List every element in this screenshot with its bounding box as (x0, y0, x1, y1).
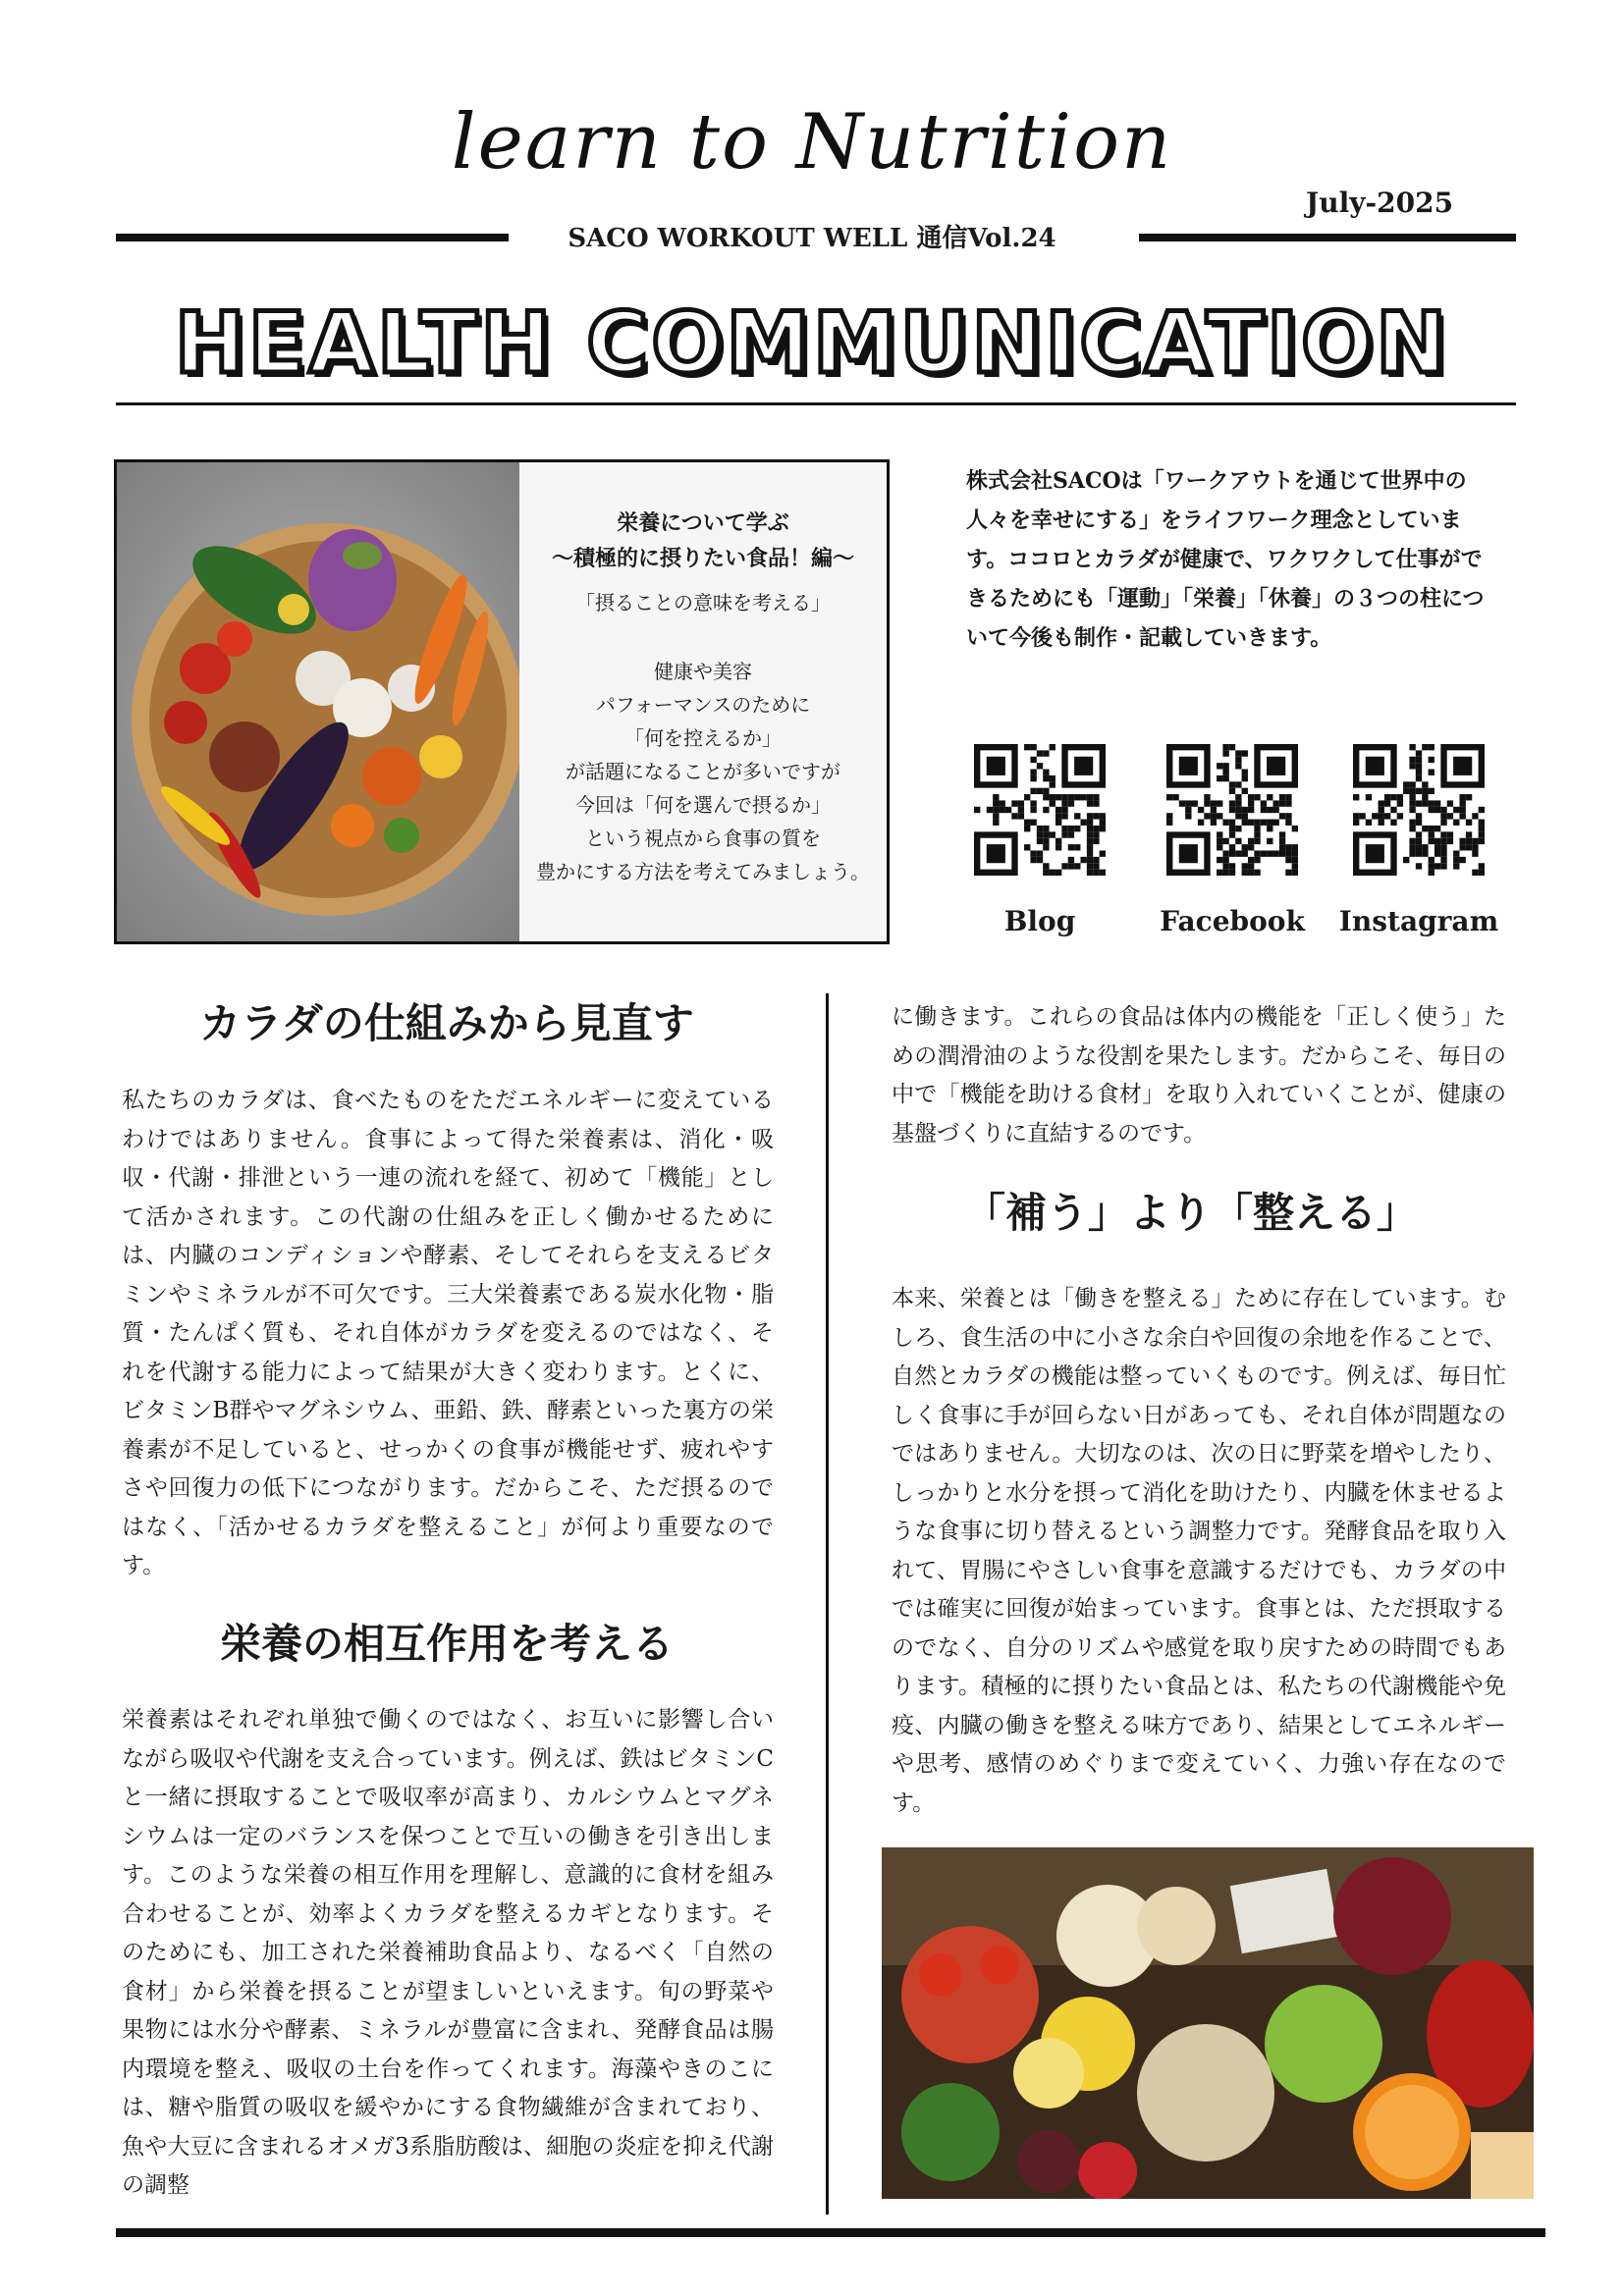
bottom-rule (116, 2228, 1545, 2237)
section-heading-nutrient-interaction: 栄養の相互作用を考える (219, 1620, 674, 1668)
issue-label: SACO WORKOUT WELL 通信Vol.24 (568, 224, 1056, 253)
instagram-qr-icon[interactable] (1353, 744, 1485, 876)
issue-date: July-2025 (1306, 187, 1454, 219)
feature-box (114, 459, 890, 944)
blog-link[interactable]: Blog (1003, 905, 1076, 937)
feature-line: という視点から食事の質を (585, 827, 821, 850)
feature-text (519, 462, 887, 941)
masthead-script-title: learn to Nutrition (451, 98, 1173, 187)
section-heading-body-mechanism: カラダの仕組みから見直す (199, 999, 694, 1047)
section-body-nutrient-interaction: 栄養素はそれぞれ単独で働くのではなく、お互いに影響し合いながら吸収や代謝を支え合っています。例えば、鉄はビタミンCと一緒に摂取することで吸収率が高まり、カルシウムとマグネシウムは一定のバランスを保つことで互いの働きを引き出します。このような栄養の相互作用を理解し、意識的に食材を組み合わせることが、効率よくカラダを整えるカギとなります。そのためにも、加工された栄養補助食品より、なるべく「自然の食材」から栄養を摂ることが望ましいといえます。旬の野菜や果物には水分や酵素、ミネラルが豊富に含まれ、発酵食品は腸内環境を整え、吸収の土台を作ってくれます。海藻やきのこには、糖や脂質の吸収を緩やかにする食物繊維が含まれており、魚や大豆に含まれるオメガ3系脂肪酸は、細胞の炎症を抑え代謝の調整 (122, 1707, 774, 2198)
feature-line: パフォーマンスのために (595, 693, 811, 717)
facebook-qr-icon[interactable] (1166, 744, 1298, 876)
company-intro: 株式会社SACOは「ワークアウトを通じて世界中の人々を幸せにする」をライフワーク理念としています。ココロとカラダが健康で、ワクワクして仕事ができるためにも「運動」「栄養」「休養」の３つの柱について今後も制作・記載していきます。 (966, 468, 1485, 651)
feature-line: 健康や美容 (654, 660, 752, 683)
feature-title-line1: 栄養について学ぶ (617, 510, 789, 536)
facebook-link[interactable]: Facebook (1160, 905, 1305, 937)
feature-line: 今回は「何を選んで摂るか」 (575, 793, 831, 817)
feature-line: が話題になることが多いですが (566, 760, 840, 783)
headline-rule (116, 402, 1516, 405)
healthy-foods-image (882, 1847, 1534, 2199)
headline: HEALTH COMMUNICATION (174, 294, 1450, 393)
instagram-link[interactable]: Instagram (1338, 905, 1499, 937)
section-body-adjust: 本来、栄養とは「働きを整える」ために存在しています。むしろ、食生活の中に小さな余白や回復の余地を作ることで、自然とカラダの機能は整っていくものです。例えば、毎日忙しく食事に手が回らない日があっても、それ自体が問題なのではありません。大切なのは、次の日に野菜を増やしたり、しっかりと水分を摂って消化を助けたり、内臓を休ませるような食事に切り替えるという調整力です。発酵食品を取り入れて、胃腸にやさしい食事を意識するだけでも、カラダの中では確実に回復が始まっています。食事とは、ただ摂取するのでなく、自分のリズムや感覚を取り戻すための時間でもあります。積極的に摂りたい食品とは、私たちの代謝機能や免疫、内臓の働きを整える味方であり、結果としてエネルギーや思考、感情のめぐりまで変えていく、力強い存在なのです。 (892, 1286, 1507, 1816)
section-heading-adjust: 「補う」より「整える」 (963, 1189, 1418, 1237)
blog-qr-icon[interactable] (974, 744, 1106, 876)
feature-line: 豊かにする方法を考えてみましょう。 (536, 860, 870, 883)
feature-title-line2: 〜積極的に摂りたい食品！編〜 (551, 546, 854, 571)
section-body-continued: に働きます。これらの食品は体内の機能を「正しく使う」ための潤滑油のような役割を果たします。だからこそ、毎日の中で「機能を助ける食材」を取り入れていくことが、健康の基盤づくりに直結するのです。 (892, 1004, 1507, 1147)
column-divider (826, 993, 829, 2215)
feature-subtitle: 「摂ることの意味を考える」 (575, 591, 831, 614)
section-body-body-mechanism: 私たちのカラダは、食べたものをただエネルギーに変えているわけではありません。食事によって得た栄養素は、消化・吸収・代謝・排泄という一連の流れを経て、初めて「機能」として活かされます。この代謝の仕組みを正しく働かせるためには、内臓のコンディションや酵素、そしてそれらを支えるビタミンやミネラルが不可欠です。三大栄養素である炭水化物・脂質・たんぱく質も、それ自体がカラダを変えるのではなく、それを代謝する能力によって結果が大きく変わります。とくに、ビタミンB群やマグネシウム、亜鉛、鉄、酵素といった裏方の栄養素が不足していると、せっかくの食事が機能せず、疲れやすさや回復力の低下につながります。だからこそ、ただ摂るのではなく、「活かせるカラダを整えること」が何より重要なのです。 (122, 1088, 774, 1578)
vegetable-bowl-image (117, 462, 519, 941)
feature-line: 「何を控えるか」 (624, 726, 782, 750)
